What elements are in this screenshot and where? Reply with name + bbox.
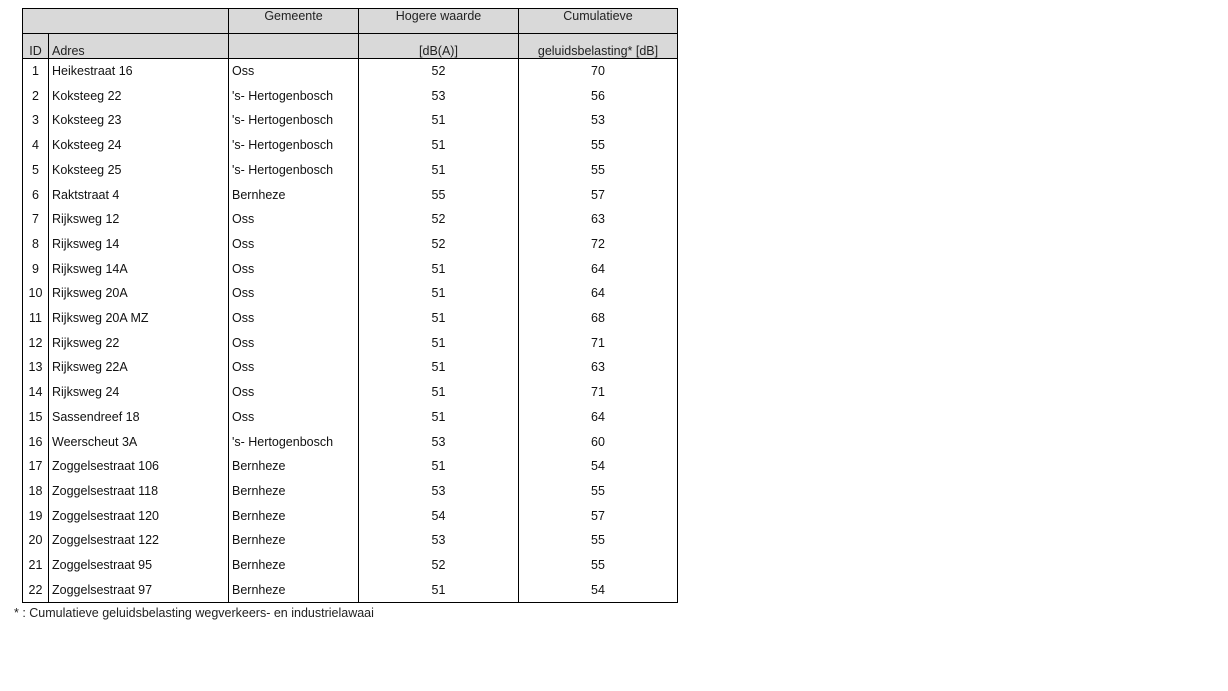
table-row <box>23 59 678 84</box>
cell-cumulatief: 64 <box>519 405 678 430</box>
cell-id: 10 <box>23 281 49 306</box>
cell-adres: Rijksweg 14 <box>49 232 229 257</box>
cell-gemeente: 's- Hertogenbosch <box>229 133 359 158</box>
cell-hogere-waarde: 52 <box>359 232 519 257</box>
table-row <box>23 158 678 183</box>
cell-id: 7 <box>23 207 49 232</box>
table-row <box>23 306 678 331</box>
header-cumulatief-line2: geluidsbelasting* [dB] <box>519 34 678 59</box>
cell-adres: Sassendreef 18 <box>49 405 229 430</box>
header-id-top <box>23 9 49 34</box>
cell-gemeente: Oss <box>229 405 359 430</box>
table-row <box>23 84 678 109</box>
cell-adres: Raktstraat 4 <box>49 183 229 208</box>
table-row <box>23 232 678 257</box>
cell-cumulatief: 63 <box>519 355 678 380</box>
cell-id: 5 <box>23 158 49 183</box>
cell-hogere-waarde: 51 <box>359 133 519 158</box>
cell-gemeente: Bernheze <box>229 578 359 603</box>
cell-hogere-waarde: 53 <box>359 528 519 553</box>
cell-hogere-waarde: 52 <box>359 207 519 232</box>
cell-hogere-waarde: 53 <box>359 84 519 109</box>
cell-hogere-waarde: 51 <box>359 578 519 603</box>
cell-hogere-waarde: 51 <box>359 380 519 405</box>
cell-cumulatief: 70 <box>519 59 678 84</box>
cell-cumulatief: 54 <box>519 578 678 603</box>
cell-cumulatief: 55 <box>519 158 678 183</box>
cell-gemeente: Oss <box>229 59 359 84</box>
cell-hogere-waarde: 51 <box>359 281 519 306</box>
cell-cumulatief: 71 <box>519 380 678 405</box>
table-row <box>23 578 678 603</box>
cell-id: 9 <box>23 257 49 282</box>
cell-gemeente: Oss <box>229 306 359 331</box>
cell-hogere-waarde: 51 <box>359 257 519 282</box>
cell-cumulatief: 72 <box>519 232 678 257</box>
cell-adres: Zoggelsestraat 95 <box>49 553 229 578</box>
cell-adres: Rijksweg 22 <box>49 331 229 356</box>
cell-cumulatief: 55 <box>519 479 678 504</box>
cell-gemeente: Oss <box>229 331 359 356</box>
cell-adres: Zoggelsestraat 97 <box>49 578 229 603</box>
cell-hogere-waarde: 51 <box>359 158 519 183</box>
cell-id: 11 <box>23 306 49 331</box>
cell-cumulatief: 60 <box>519 430 678 455</box>
header-hogere-waarde-line1: Hogere waarde <box>359 9 519 34</box>
cell-hogere-waarde: 51 <box>359 355 519 380</box>
table-row <box>23 281 678 306</box>
header-hogere-waarde-line2: [dB(A)] <box>359 34 519 59</box>
cell-adres: Rijksweg 22A <box>49 355 229 380</box>
cell-gemeente: Bernheze <box>229 183 359 208</box>
footnote: * : Cumulatieve geluidsbelasting wegverkeers- en industrielawaai <box>14 606 374 620</box>
table-row <box>23 479 678 504</box>
cell-id: 17 <box>23 454 49 479</box>
cell-id: 12 <box>23 331 49 356</box>
cell-gemeente: Oss <box>229 232 359 257</box>
cell-cumulatief: 57 <box>519 504 678 529</box>
cell-gemeente: Oss <box>229 380 359 405</box>
cell-adres: Koksteeg 22 <box>49 84 229 109</box>
header-cumulatief-line1: Cumulatieve <box>519 9 678 34</box>
cell-cumulatief: 56 <box>519 84 678 109</box>
cell-id: 6 <box>23 183 49 208</box>
table-row <box>23 430 678 455</box>
cell-hogere-waarde: 52 <box>359 553 519 578</box>
table-row <box>23 405 678 430</box>
cell-adres: Rijksweg 12 <box>49 207 229 232</box>
cell-id: 14 <box>23 380 49 405</box>
cell-gemeente: Bernheze <box>229 504 359 529</box>
cell-gemeente: Oss <box>229 257 359 282</box>
cell-adres: Koksteeg 23 <box>49 108 229 133</box>
cell-hogere-waarde: 54 <box>359 504 519 529</box>
cell-cumulatief: 64 <box>519 257 678 282</box>
header-id: ID <box>23 34 49 59</box>
cell-adres: Koksteeg 25 <box>49 158 229 183</box>
cell-cumulatief: 71 <box>519 331 678 356</box>
table-row <box>23 553 678 578</box>
cell-gemeente: Oss <box>229 207 359 232</box>
cell-gemeente: 's- Hertogenbosch <box>229 84 359 109</box>
cell-gemeente: 's- Hertogenbosch <box>229 430 359 455</box>
table-row <box>23 207 678 232</box>
cell-adres: Rijksweg 24 <box>49 380 229 405</box>
cell-cumulatief: 54 <box>519 454 678 479</box>
cell-id: 20 <box>23 528 49 553</box>
table-row <box>23 133 678 158</box>
cell-gemeente: Bernheze <box>229 528 359 553</box>
cell-adres: Zoggelsestraat 118 <box>49 479 229 504</box>
table-row <box>23 355 678 380</box>
cell-hogere-waarde: 51 <box>359 331 519 356</box>
cell-id: 15 <box>23 405 49 430</box>
cell-id: 1 <box>23 59 49 84</box>
cell-id: 22 <box>23 578 49 603</box>
cell-hogere-waarde: 51 <box>359 405 519 430</box>
cell-hogere-waarde: 53 <box>359 430 519 455</box>
cell-id: 8 <box>23 232 49 257</box>
cell-id: 2 <box>23 84 49 109</box>
cell-gemeente: Bernheze <box>229 479 359 504</box>
cell-hogere-waarde: 51 <box>359 454 519 479</box>
cell-adres: Heikestraat 16 <box>49 59 229 84</box>
cell-gemeente: Oss <box>229 355 359 380</box>
table-row <box>23 331 678 356</box>
table-row <box>23 380 678 405</box>
cell-adres: Rijksweg 20A <box>49 281 229 306</box>
header-adres: Adres <box>49 34 229 59</box>
cell-adres: Zoggelsestraat 122 <box>49 528 229 553</box>
cell-cumulatief: 53 <box>519 108 678 133</box>
cell-hogere-waarde: 51 <box>359 108 519 133</box>
cell-cumulatief: 57 <box>519 183 678 208</box>
cell-id: 13 <box>23 355 49 380</box>
cell-id: 16 <box>23 430 49 455</box>
cell-cumulatief: 63 <box>519 207 678 232</box>
cell-adres: Zoggelsestraat 106 <box>49 454 229 479</box>
header-gemeente: Gemeente <box>229 9 359 34</box>
table-row <box>23 257 678 282</box>
table-row <box>23 108 678 133</box>
cell-hogere-waarde: 51 <box>359 306 519 331</box>
table-header <box>23 9 678 59</box>
cell-id: 4 <box>23 133 49 158</box>
cell-adres: Rijksweg 14A <box>49 257 229 282</box>
cell-id: 21 <box>23 553 49 578</box>
cell-hogere-waarde: 55 <box>359 183 519 208</box>
cell-hogere-waarde: 52 <box>359 59 519 84</box>
cell-cumulatief: 55 <box>519 553 678 578</box>
cell-gemeente: Bernheze <box>229 553 359 578</box>
noise-table <box>22 8 678 603</box>
cell-gemeente: Bernheze <box>229 454 359 479</box>
cell-adres: Weerscheut 3A <box>49 430 229 455</box>
table-row <box>23 183 678 208</box>
cell-id: 19 <box>23 504 49 529</box>
cell-id: 3 <box>23 108 49 133</box>
cell-gemeente: 's- Hertogenbosch <box>229 158 359 183</box>
cell-cumulatief: 55 <box>519 133 678 158</box>
cell-gemeente: 's- Hertogenbosch <box>229 108 359 133</box>
cell-id: 18 <box>23 479 49 504</box>
cell-cumulatief: 68 <box>519 306 678 331</box>
cell-cumulatief: 55 <box>519 528 678 553</box>
table-row <box>23 454 678 479</box>
cell-adres: Rijksweg 20A MZ <box>49 306 229 331</box>
cell-gemeente: Oss <box>229 281 359 306</box>
cell-hogere-waarde: 53 <box>359 479 519 504</box>
cell-adres: Zoggelsestraat 120 <box>49 504 229 529</box>
cell-adres: Koksteeg 24 <box>49 133 229 158</box>
table-row <box>23 504 678 529</box>
cell-cumulatief: 64 <box>519 281 678 306</box>
header-gemeente-bottom <box>229 34 359 59</box>
table-body <box>23 59 678 603</box>
header-adres-top <box>49 9 229 34</box>
table-row <box>23 528 678 553</box>
